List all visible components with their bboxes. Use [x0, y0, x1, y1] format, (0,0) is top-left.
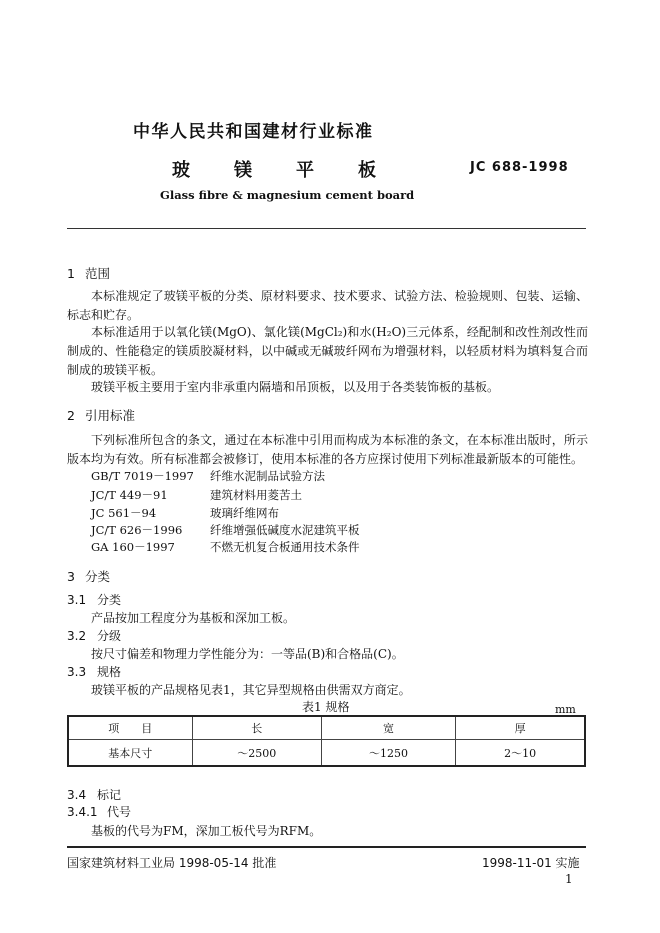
section-3-heading	[67, 567, 110, 585]
reference-title: 玻璃纤维网布	[210, 506, 279, 520]
document-title: 玻镁平板	[172, 160, 420, 181]
reference-item	[91, 505, 279, 521]
subsection-title: 标记	[97, 788, 122, 802]
table-row	[68, 740, 585, 767]
section-1-paragraph-3: 玻镁平板主要用于室内非承重内隔墙和吊顶板，以及用于各类装饰板的基板。	[91, 380, 500, 394]
table-header-cell: 厚	[456, 716, 585, 740]
subsection-title: 分类	[97, 593, 122, 607]
footer-divider	[67, 846, 586, 848]
subsection-title: 分级	[97, 629, 122, 643]
specification-table	[67, 715, 586, 767]
subsection-number: 3.4.1	[67, 805, 98, 819]
reference-code: JC 561－94	[91, 506, 157, 520]
subsection-title: 规格	[97, 665, 122, 679]
table-header-cell: 宽	[321, 716, 455, 740]
subsection-number: 3.4	[67, 788, 87, 802]
subsection-number: 3.2	[67, 629, 87, 643]
table-cell: 基本尺寸	[68, 740, 192, 767]
standard-code: JC 688-1998	[470, 160, 569, 175]
subsection-3-1-heading	[67, 591, 121, 608]
reference-title: 不燃无机复合板通用技术条件	[210, 540, 360, 554]
reference-item	[91, 539, 360, 555]
subsection-3-4-1-text: 基板的代号为FM，深加工板代号为RFM。	[91, 824, 322, 838]
section-number: 1	[67, 266, 75, 281]
subsection-3-3-text: 玻镁平板的产品规格见表1，其它异型规格由供需双方商定。	[91, 683, 411, 697]
reference-code: GB/T 7019－1997	[91, 469, 194, 483]
subsection-3-2-heading	[67, 627, 121, 644]
subsection-3-3-heading	[67, 663, 121, 680]
table-header-cell: 项 目	[68, 716, 192, 740]
section-1-heading	[67, 264, 110, 282]
reference-item	[91, 487, 302, 503]
header-divider	[67, 228, 586, 229]
table-header-row	[68, 716, 585, 740]
page-number: 1	[565, 872, 573, 886]
table-unit: mm	[555, 703, 576, 716]
subsection-3-1-text: 产品按加工程度分为基板和深加工板。	[91, 611, 296, 625]
section-1-paragraph-2: 本标准适用于以氧化镁(MgO)、氯化镁(MgCl₂)和水(H₂O)三元体系，经配制和改性剂改性而制成的、性能稳定的镁质胶凝材料，以中碱或无碱玻纤网布为增强材料，以轻质材料为填料复合而制成的玻镁平板。	[67, 325, 588, 377]
subsection-3-4-heading	[67, 786, 121, 803]
reference-title: 建筑材料用菱苦土	[210, 488, 302, 502]
subsection-title: 代号	[107, 805, 132, 819]
approval-statement: 国家建筑材料工业局 1998-05-14 批准	[67, 856, 277, 870]
issuing-authority: 中华人民共和国建材行业标准	[133, 122, 374, 142]
table-cell: 2～10	[456, 740, 585, 767]
subsection-3-2-text: 按尺寸偏差和物理力学性能分为：一等品(B)和合格品(C)。	[91, 647, 404, 661]
table-caption: 表1 规格	[302, 700, 350, 714]
section-title: 引用标准	[85, 408, 136, 423]
subsection-number: 3.1	[67, 593, 87, 607]
section-2-paragraph-1: 下列标准所包含的条文，通过在本标准中引用而构成为本标准的条文，在本标准出版时，所示版本均为有效。所有标准都会被修订，使用本标准的各方应探讨使用下列标准最新版本的可能性。	[67, 433, 588, 466]
section-number: 3	[67, 569, 75, 584]
reference-item	[91, 522, 360, 538]
section-title: 范围	[85, 266, 111, 281]
table-cell: ～1250	[321, 740, 455, 767]
table-cell: ～2500	[192, 740, 321, 767]
section-number: 2	[67, 408, 75, 423]
subsection-3-4-1-heading	[67, 803, 131, 820]
table-header-cell: 长	[192, 716, 321, 740]
reference-code: JC/T 626－1996	[91, 523, 183, 537]
reference-title: 纤维水泥制品试验方法	[210, 469, 325, 483]
subsection-number: 3.3	[67, 665, 87, 679]
english-title: Glass fibre & magnesium cement board	[160, 188, 415, 202]
section-title: 分类	[85, 569, 111, 584]
reference-code: GA 160－1997	[91, 540, 175, 554]
reference-item	[91, 468, 325, 484]
section-1-paragraph-1: 本标准规定了玻镁平板的分类、原材料要求、技术要求、试验方法、检验规则、包装、运输、标志和贮存。	[67, 289, 588, 322]
reference-title: 纤维增强低碱度水泥建筑平板	[210, 523, 360, 537]
reference-code: JC/T 449－91	[91, 488, 168, 502]
implementation-date: 1998-11-01 实施	[482, 856, 580, 870]
section-2-heading	[67, 406, 135, 424]
